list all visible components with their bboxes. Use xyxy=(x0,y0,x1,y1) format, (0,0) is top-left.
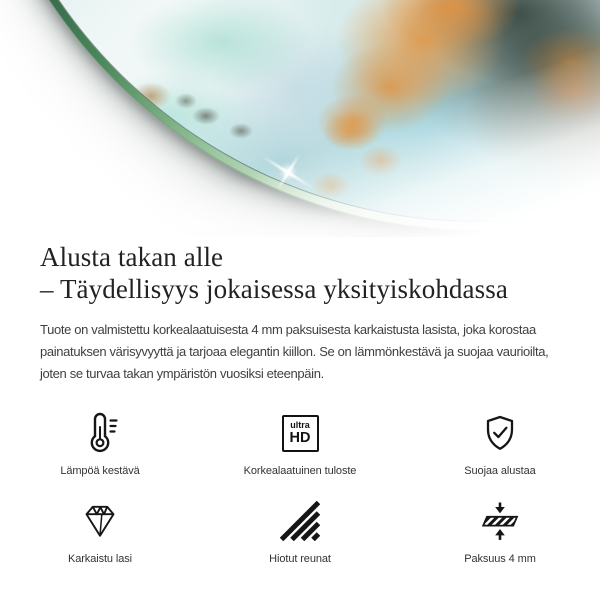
feature-label: Paksuus 4 mm xyxy=(464,553,536,565)
ultra-hd-icon-text-small: ultra xyxy=(290,419,310,430)
thermometer-icon xyxy=(80,411,120,455)
feature-label: Suojaa alustaa xyxy=(464,465,536,477)
page-title-line2: – Täydellisyys jokaisessa yksityiskohdassa xyxy=(40,274,508,304)
thickness-icon xyxy=(480,499,520,543)
feature-label: Lämpöä kestävä xyxy=(60,465,140,477)
diamond-icon xyxy=(80,499,120,543)
feature-tempered-glass xyxy=(0,499,200,565)
feature-thickness xyxy=(400,499,600,565)
feature-label: Korkealaatuinen tuloste xyxy=(243,465,357,477)
ultra-hd-icon xyxy=(282,411,319,455)
product-description: Tuote on valmistettu korkealaatuisesta 4 mm paksuisesta karkaistusta lasista, joka korostaa painatuksen värisyvyyttä ja tarjoaa elegantin kiillon. Se on lämmönkestävä ja suojaa vaurioilta, joten se turvaa takan ympäristön vuosiksi eteenpäin. xyxy=(40,322,549,381)
feature-polished-edges xyxy=(200,499,400,565)
sparkle-flare-icon xyxy=(257,141,319,203)
product-text-section xyxy=(0,237,600,385)
page-title-line1: Alusta takan alle xyxy=(40,242,224,272)
polished-edges-icon xyxy=(280,499,320,543)
feature-label: Hiotut reunat xyxy=(269,553,331,565)
product-hero-image xyxy=(0,0,600,237)
feature-protects-base xyxy=(400,411,600,477)
feature-label: Karkaistu lasi xyxy=(67,553,132,565)
feature-grid xyxy=(0,411,600,565)
page-title xyxy=(40,241,560,305)
ultra-hd-icon-text-big: HD xyxy=(289,429,311,446)
feature-ultra-hd-print xyxy=(200,411,400,477)
shield-check-icon xyxy=(480,411,520,455)
feature-heat-resistant xyxy=(0,411,200,477)
